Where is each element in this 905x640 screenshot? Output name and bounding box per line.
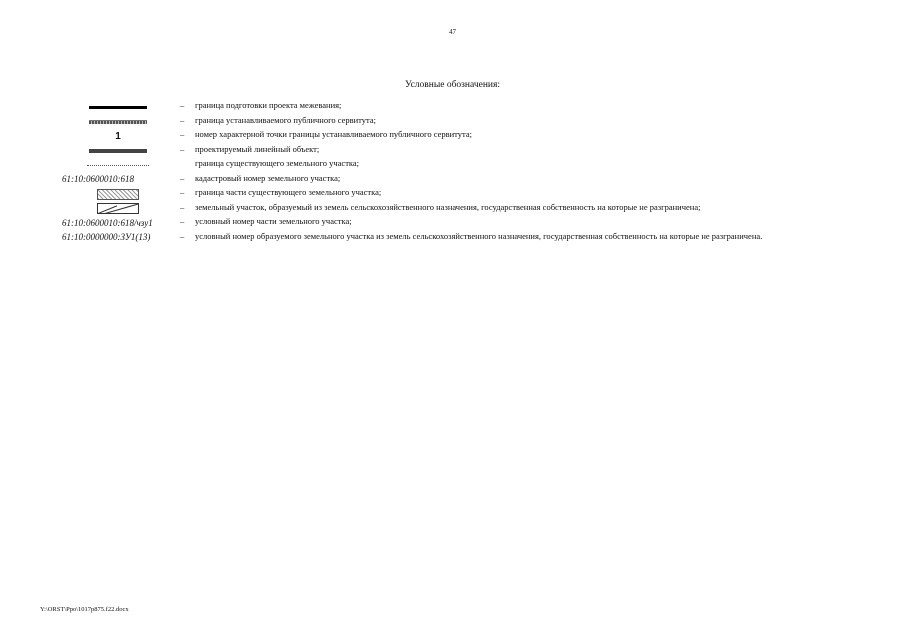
formed-parcel-number-code: 61:10:0000000:ЗУ1(13) — [62, 232, 151, 243]
part-number-code: 61:10:0600010:618/чзу1 — [62, 217, 153, 228]
legend-row-servitude-boundary — [58, 115, 848, 130]
footer-file-path: Y:\ORST\Ppo\1017p875.f22.docx — [40, 606, 129, 613]
diagonal-box-symbol — [58, 202, 178, 217]
dash: – — [180, 230, 185, 241]
legend-text: условный номер образуемого земельного участка из земель сельскохозяйственного назначения, государственная собственность на которые не разграничена. — [195, 230, 763, 241]
dash: – — [180, 201, 185, 212]
legend-text: граница части существующего земельного участка; — [195, 187, 382, 197]
legend-row-formed-parcel-number — [58, 231, 848, 246]
hatched-box-symbol — [58, 187, 178, 202]
cadastral-number-code: 61:10:0600010:618 — [62, 174, 134, 185]
dash: – — [180, 216, 185, 226]
legend-title: Условные обозначения: — [404, 80, 500, 90]
legend-text: граница существующего земельного участка; — [195, 158, 360, 168]
legend-row-point-number — [58, 129, 848, 144]
legend-row-parcel-part-boundary — [58, 187, 848, 202]
dotted-line-symbol — [58, 158, 178, 173]
linear-object-symbol — [58, 144, 178, 159]
dash: – — [180, 114, 185, 125]
legend-text: кадастровый номер земельного участка; — [195, 172, 341, 183]
dash: – — [180, 129, 185, 139]
legend — [58, 100, 848, 245]
legend-text: граница устанавливаемого публичного сервитута; — [195, 114, 376, 125]
legend-row-existing-parcel-boundary — [58, 158, 848, 173]
legend-row-cadastral-number — [58, 173, 848, 188]
legend-text: земельный участок, образуемый из земель сельскохозяйственного назначения, государственная собственность на которые не разграничена; — [195, 201, 701, 212]
legend-row-formed-parcel — [58, 202, 848, 217]
dash: – — [180, 187, 185, 197]
legend-row-part-number — [58, 216, 848, 231]
page-number: 47 — [449, 28, 456, 36]
dash: – — [180, 172, 185, 183]
point-number-label: 1 — [115, 130, 121, 142]
dash: – — [180, 100, 185, 110]
thick-line-symbol — [58, 100, 178, 115]
legend-text: граница подготовки проекта межевания; — [195, 100, 342, 110]
legend-text: условный номер части земельного участка; — [195, 216, 352, 226]
dash — [178, 158, 195, 173]
legend-row-project-boundary — [58, 100, 848, 115]
point-number-symbol — [58, 129, 178, 144]
legend-text: номер характерной точки границы устанавливаемого публичного сервитута; — [195, 129, 472, 139]
servitude-line-symbol — [58, 115, 178, 130]
dash: – — [180, 143, 185, 154]
legend-row-linear-object — [58, 144, 848, 159]
legend-text: проектируемый линейный объект; — [195, 143, 320, 154]
